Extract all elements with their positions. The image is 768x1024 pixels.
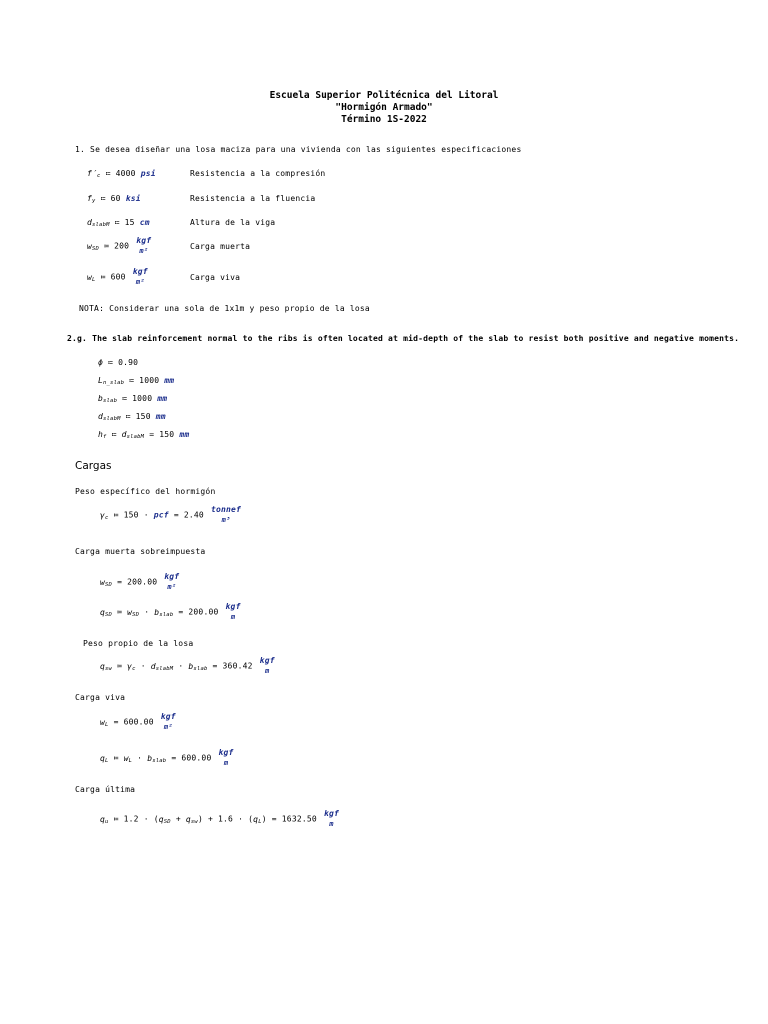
eq-phi: ϕ ≔ 0.90 bbox=[98, 358, 139, 367]
spec-fc: $f'_c$ ≔ 4000 psi bbox=[87, 169, 156, 179]
spec-wl: $w_L$ ≔ 600 kgf m² bbox=[87, 267, 148, 286]
peso-propio-label: Peso propio de la losa bbox=[83, 639, 194, 648]
spec-wl-desc: Carga viva bbox=[190, 273, 241, 282]
eq-qsd: $q_{SD}$ ≔ $w_{SD} \cdot b_{slab} = 200.00$ kgf m bbox=[100, 602, 241, 621]
peso-especifico-label: Peso específico del hormigón bbox=[75, 487, 216, 496]
eq-b-slab: $b_{slab}$ ≔ 1000 mm bbox=[98, 394, 168, 404]
eq-wl: $w_L = 600.00$ kgf m² bbox=[100, 712, 176, 731]
eq-hf: $h_f$ ≔ $d_{slabM} = 150$ mm bbox=[98, 430, 190, 440]
spec-fc-desc: Resistencia a la compresión bbox=[190, 169, 326, 178]
header-school: Escuela Superior Politécnica del Litoral bbox=[269, 90, 499, 101]
spec-d: $d_{slabM}$ ≔ 15 cm bbox=[87, 218, 150, 228]
eq-ql: $q_L$ ≔ $w_L \cdot b_{slab} = 600.00$ kgf m bbox=[100, 748, 234, 767]
carga-viva-label: Carga viva bbox=[75, 693, 126, 702]
carga-ultima-label: Carga última bbox=[75, 785, 136, 794]
eq-qsw: $q_{sw}$ ≔ $\gamma_c \cdot d_{slabM} \cdot b_{slab} = 360.42$ kgf m bbox=[100, 656, 275, 675]
spec-fy-desc: Resistencia a la fluencia bbox=[190, 194, 316, 203]
problem1-note: NOTA: Considerar una sola de 1x1m y peso propio de la losa bbox=[79, 304, 370, 313]
eq-ln-slab: $L_{n\_slab}$ ≔ 1000 mm bbox=[98, 376, 175, 386]
spec-fy: $f_y$ ≔ 60 ksi bbox=[87, 194, 141, 204]
problem2-statement: 2.g. The slab reinforcement normal to the ribs is often located at mid-depth of the slab to resist both positive and negative moments. bbox=[67, 334, 740, 343]
header-term: Término 1S-2022 bbox=[341, 114, 427, 125]
header-course: "Hormigón Armado" bbox=[335, 102, 433, 113]
eq-gamma-c: $\gamma_c$ ≔ 150 · pcf = 2.40 tonnef m³ bbox=[100, 505, 242, 524]
eq-qu: $q_u$ ≔ $1.2 \cdot (q_{SD} + q_{sw}) + 1.6 \cdot (q_L) = 1632.50$ kgf m bbox=[100, 809, 339, 828]
spec-d-desc: Altura de la viga bbox=[190, 218, 276, 227]
spec-wsd: $w_{SD}$ ≔ 200 kgf m² bbox=[87, 236, 152, 255]
eq-wsd: $w_{SD} = 200.00$ kgf m² bbox=[100, 572, 180, 591]
cargas-title: Cargas bbox=[75, 460, 112, 472]
spec-wsd-desc: Carga muerta bbox=[190, 242, 251, 251]
problem1-statement: 1. Se desea diseñar una losa maciza para una vivienda con las siguientes especificaciones bbox=[75, 145, 522, 154]
carga-muerta-label: Carga muerta sobreimpuesta bbox=[75, 547, 206, 556]
eq-d-slabm: $d_{slabM}$ ≔ 150 mm bbox=[98, 412, 166, 422]
